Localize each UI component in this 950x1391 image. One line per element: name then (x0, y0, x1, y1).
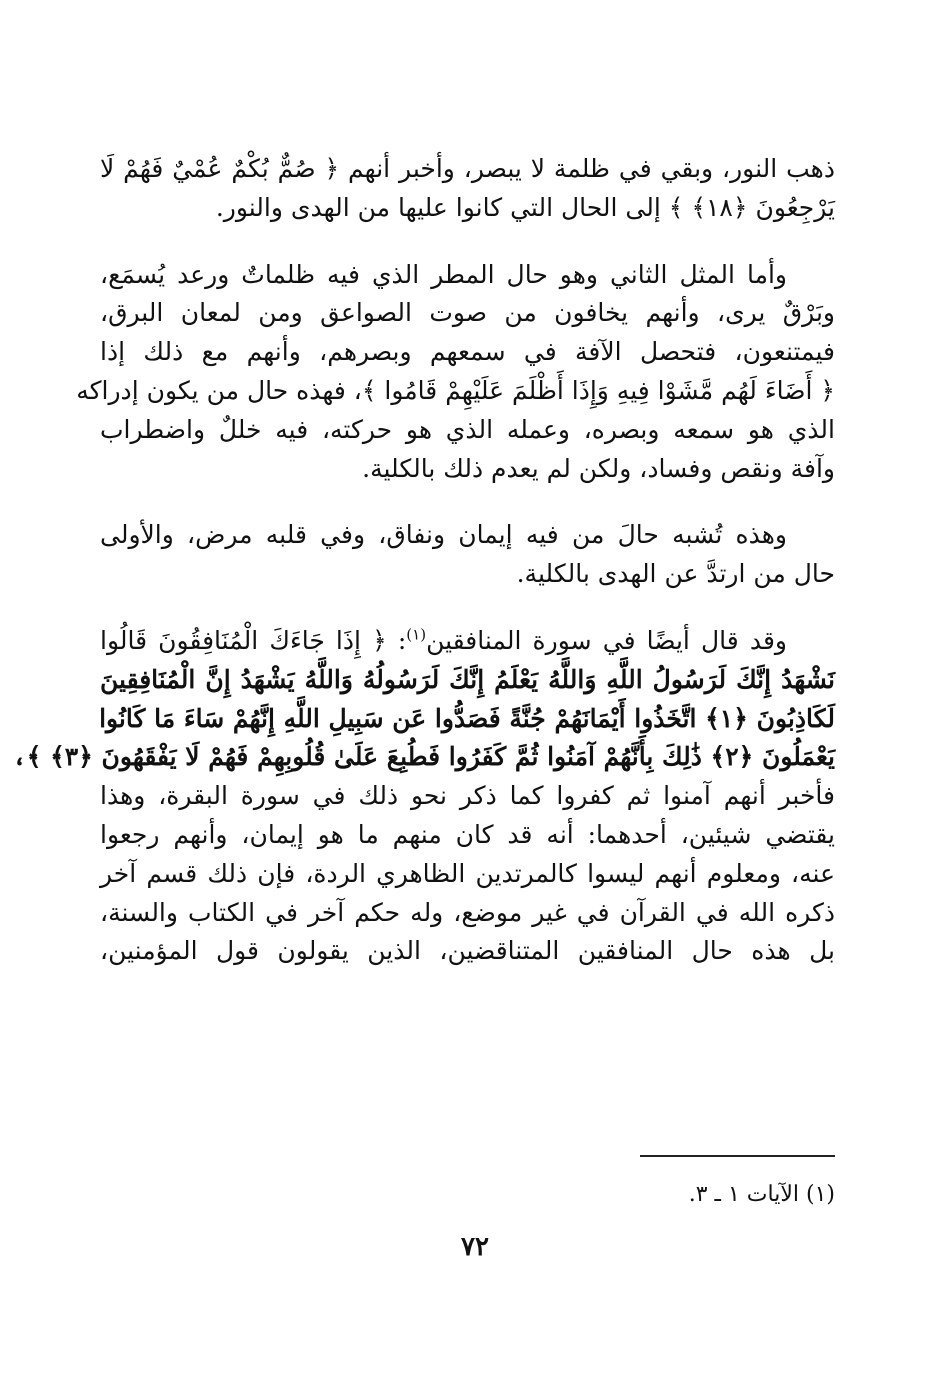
paragraph-2 (76, 256, 835, 489)
paragraph-4 (12, 622, 835, 971)
text-line: حال من ارتدَّ عن الهدى بالكلية. (516, 559, 835, 589)
quran-line: نَشْهَدُ إِنَّكَ لَرَسُولُ اللَّهِ وَاللَّهُ يَعْلَمُ إِنَّكَ لَرَسُولُهُ وَاللَّهُ يَشْهَدُ إِنَّ الْمُنَافِقِينَ (100, 664, 835, 694)
text-line: ذهب النور، وبقي في ظلمة لا يبصر، وأخبر أنهم ﴿ صُمٌّ بُكْمٌ عُمْيٌ فَهُمْ لَا (100, 154, 835, 183)
quran-line: لَكَاذِبُونَ ﴿١﴾ اتَّخَذُوا أَيْمَانَهُمْ جُنَّةً فَصَدُّوا عَن سَبِيلِ اللَّهِ إِنَّهُمْ سَاءَ مَا كَانُوا (99, 703, 835, 733)
page-number: ٧٢ (461, 1232, 489, 1262)
text-line: فأخبر أنهم آمنوا ثم كفروا كما ذكر نحو ذلك في سورة البقرة، وهذا (100, 781, 835, 811)
footnote: (١) الآيات ١ ـ ٣. (688, 1182, 835, 1207)
paragraph-1 (100, 150, 835, 228)
footnote-ref: (١) (406, 625, 427, 644)
text-line: ذكره الله في القرآن في غير موضع، وله حكم آخر في الكتاب والسنة، (100, 897, 835, 927)
text-fragment: : ﴿ إِذَا جَاءَكَ الْمُنَافِقُونَ قَالُوا (100, 625, 407, 655)
quran-line: يَعْمَلُونَ ﴿٢﴾ ذَٰلِكَ بِأَنَّهُمْ آمَنُوا ثُمَّ كَفَرُوا فَطُبِعَ عَلَىٰ قُلُوبِهِمْ فَهُمْ لَا يَفْقَهُونَ ﴿٣﴾ ﴾، (12, 742, 835, 772)
text-line: وبَرْقٌ يرى، وأنهم يخافون من صوت الصواعق ومن لمعان البرق، (100, 298, 835, 328)
text-line: بل هذه حال المنافقين المتناقضين، الذين يقولون قول المؤمنين، (100, 936, 835, 966)
paragraph-3 (100, 516, 835, 594)
text-line: يَرْجِعُونَ ﴿١٨﴾ ﴾ إلى الحال التي كانوا عليها من الهدى والنور. (215, 192, 835, 222)
text-fragment: وقد قال أيضًا في سورة المنافقين (426, 625, 787, 655)
text-line: ﴿ أَضَاءَ لَهُم مَّشَوْا فِيهِ وَإِذَا أَظْلَمَ عَلَيْهِمْ قَامُوا ﴾، فهذه حال من يكون إدراكه (76, 375, 835, 405)
text-line: فيمتنعون، فتحصل الآفة في سمعهم وبصرهم، وأنهم مع ذلك إذا (100, 337, 835, 367)
text-line: يقتضي شيئين، أحدهما: أنه قد كان منهم ما هو إيمان، وأنهم رجعوا (100, 819, 835, 849)
text-line: الذي هو سمعه وبصره، وعمله الذي هو حركته، فيه خللٌ واضطراب (100, 414, 835, 444)
footnote-divider (640, 1155, 835, 1157)
text-line: عنه، ومعلوم أنهم ليسوا كالمرتدين الظاهري الردة، فإن ذلك قسم آخر (100, 858, 835, 888)
text-line: وأما المثل الثاني وهو حال المطر الذي فيه ظلماتٌ ورعد يُسمَع، (100, 259, 787, 289)
text-line: وآفة ونقص وفساد، ولكن لم يعدم ذلك بالكلية. (362, 453, 835, 483)
text-line: وهذه تُشبه حالَ من فيه إيمان ونفاق، وفي قلبه مرض، والأولى (100, 520, 787, 550)
page-body (12, 150, 835, 999)
text-line (100, 622, 835, 661)
